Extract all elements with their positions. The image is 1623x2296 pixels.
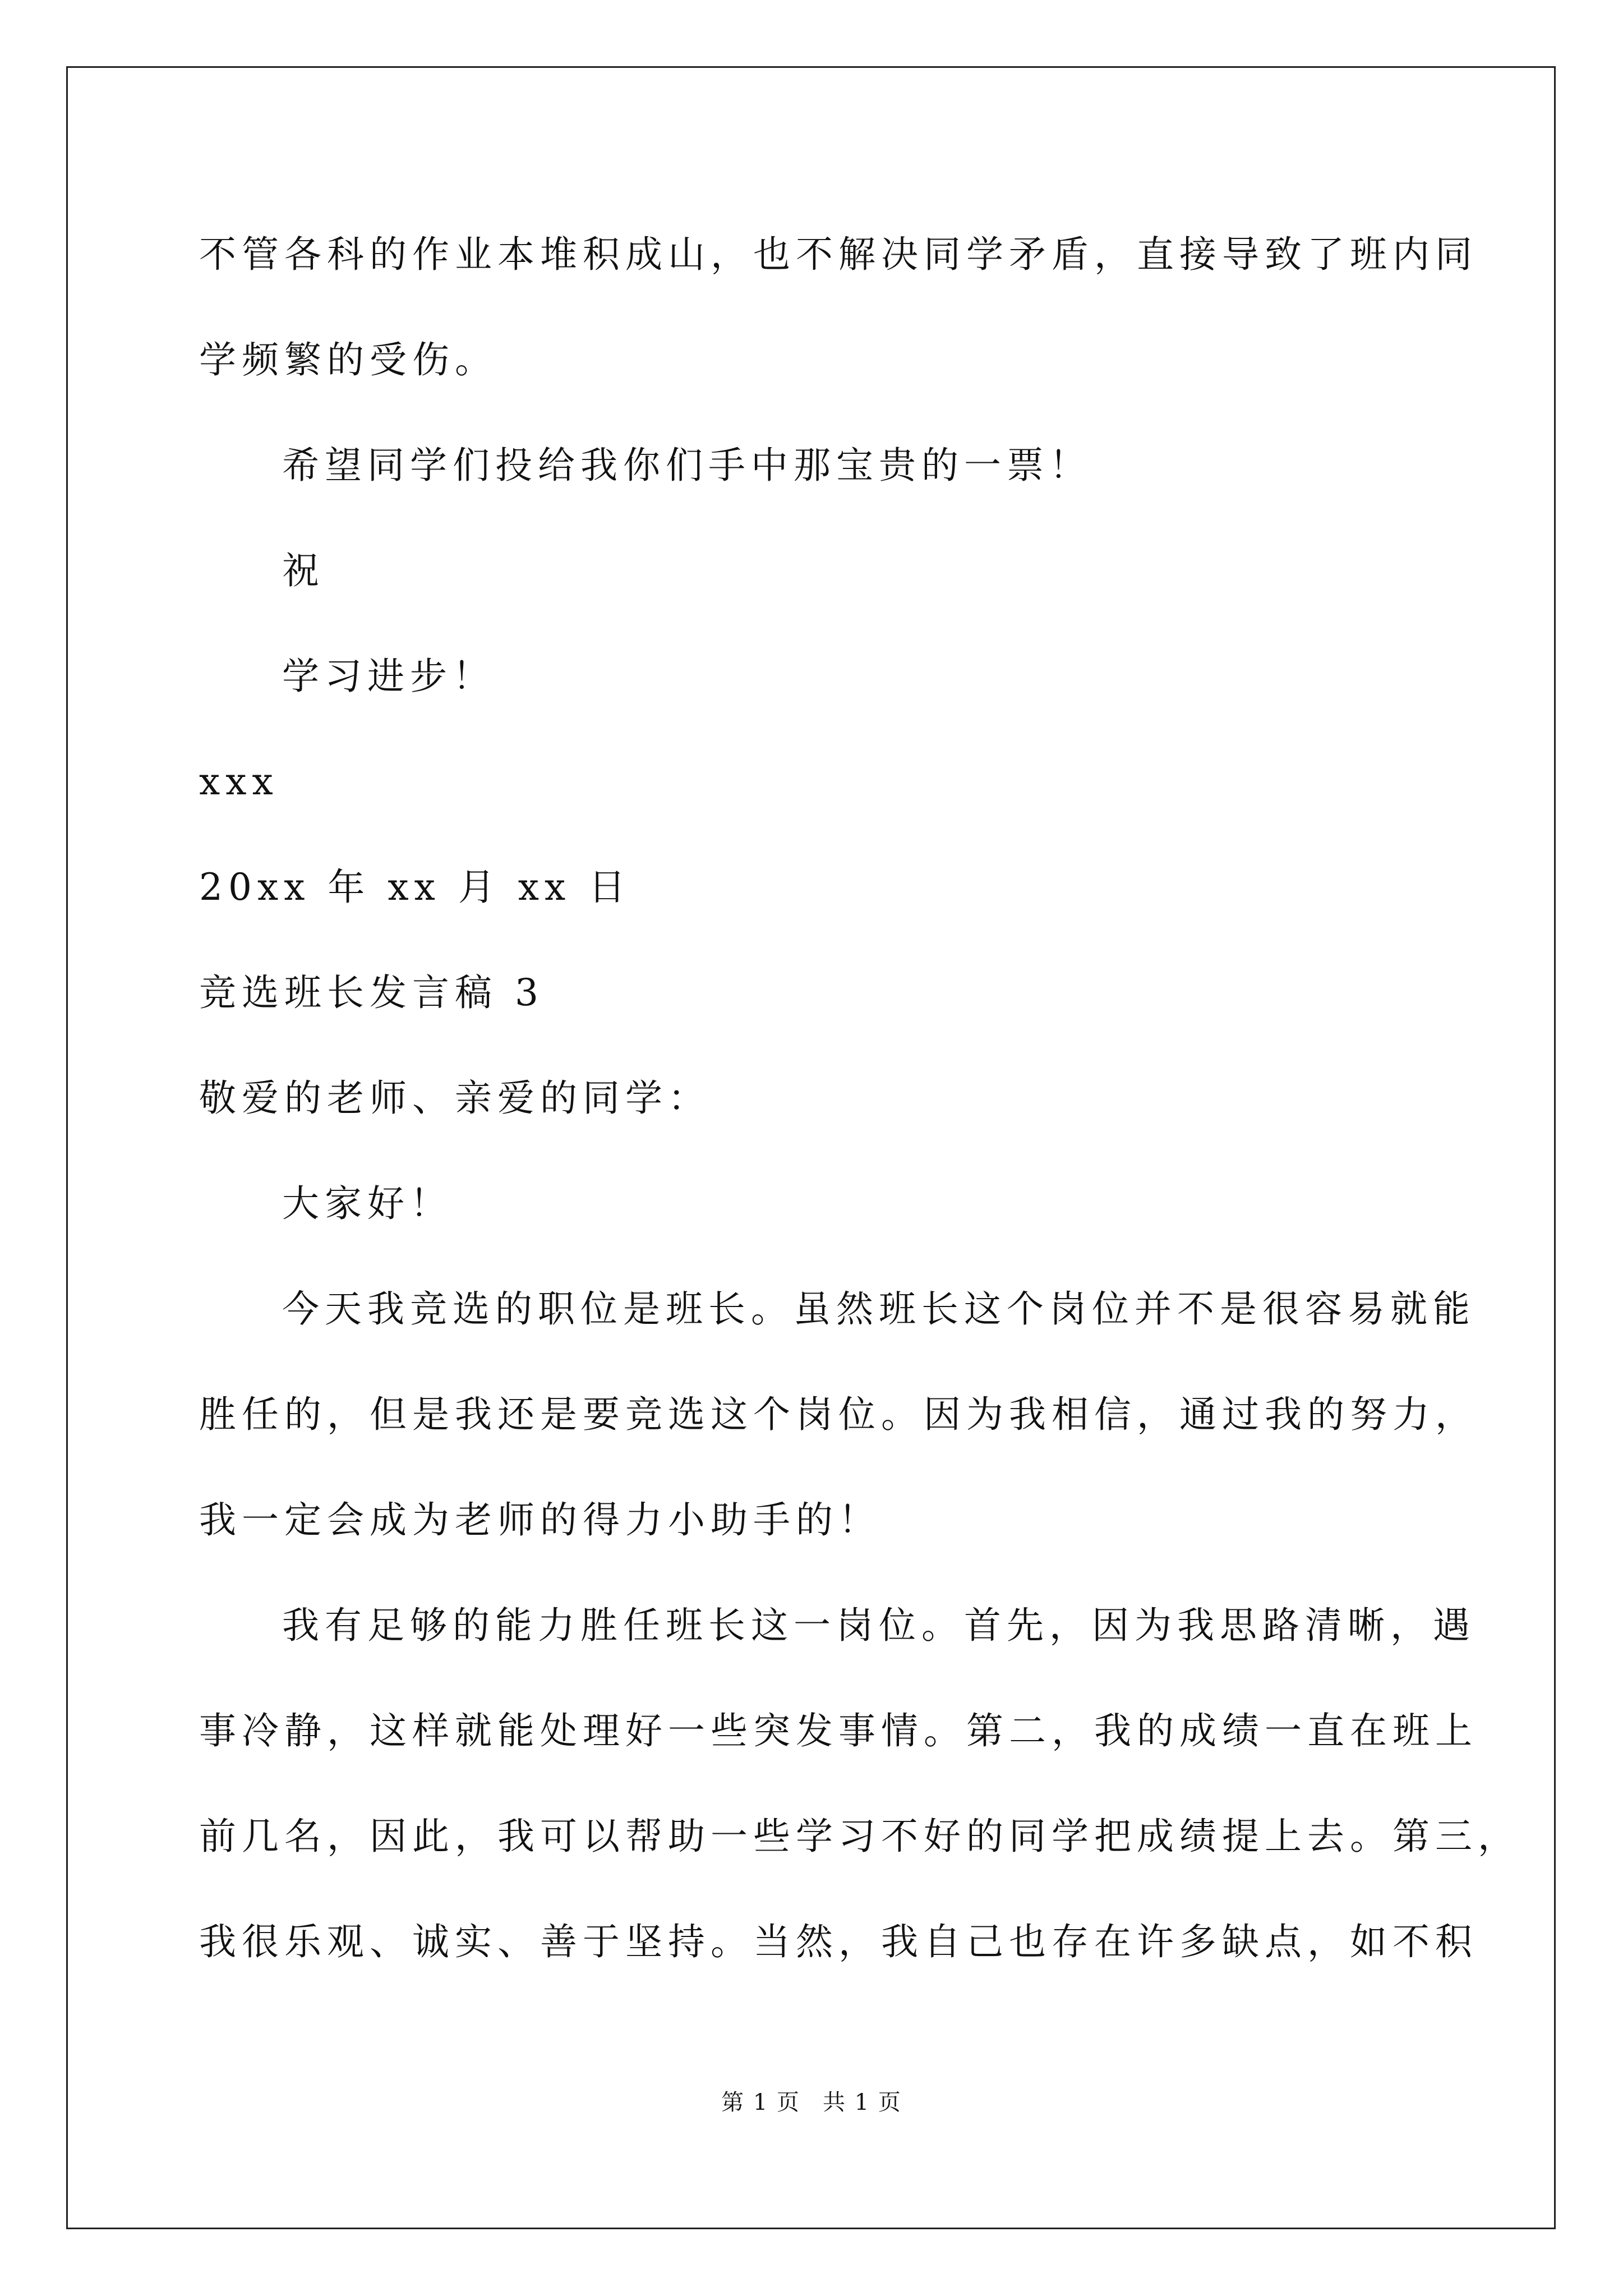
section-title: 竞选班长发言稿 3 (199, 971, 544, 1014)
paragraph-line: 我很乐观、诚实、善于坚持。当然，我自己也存在许多缺点，如不积 (199, 1920, 1478, 1963)
greeting-line: 大家好！ (282, 1182, 453, 1225)
page-number-total: 共 1 页 (823, 2090, 902, 2115)
paragraph-line: 我有足够的能力胜任班长这一岗位。首先，因为我思路清晰，遇 (282, 1604, 1476, 1647)
page-number-current: 第 1 页 (721, 2090, 800, 2115)
document-body (199, 202, 1520, 1995)
greeting-line: 敬爱的老师、亲爱的同学： (199, 1076, 711, 1120)
page-footer (0, 2085, 1623, 2116)
paragraph-line: 我一定会成为老师的得力小助手的！ (199, 1498, 881, 1542)
paragraph-line: 今天我竞选的职位是班长。虽然班长这个岗位并不是很容易就能 (282, 1287, 1476, 1331)
paragraph-line: 不管各科的作业本堆积成山，也不解决同学矛盾，直接导致了班内同 (199, 233, 1478, 276)
paragraph-line: 胜任的，但是我还是要竞选这个岗位。因为我相信，通过我的努力， (199, 1393, 1478, 1436)
paragraph-line: 希望同学们投给我你们手中那宝贵的一票！ (282, 444, 1092, 487)
paragraph-line: 事冷静，这样就能处理好一些突发事情。第二，我的成绩一直在班上 (199, 1709, 1478, 1752)
paragraph-line: 学频繁的受伤。 (199, 338, 497, 381)
paragraph-line: 前几名，因此，我可以帮助一些学习不好的同学把成绩提上去。第三， (199, 1815, 1520, 1858)
signature-date: 20xx 年 xx 月 xx 日 (199, 866, 631, 909)
salutation-line: 祝 (282, 549, 325, 592)
signature-name: xxx (199, 760, 279, 803)
salutation-line: 学习进步！ (282, 655, 495, 698)
